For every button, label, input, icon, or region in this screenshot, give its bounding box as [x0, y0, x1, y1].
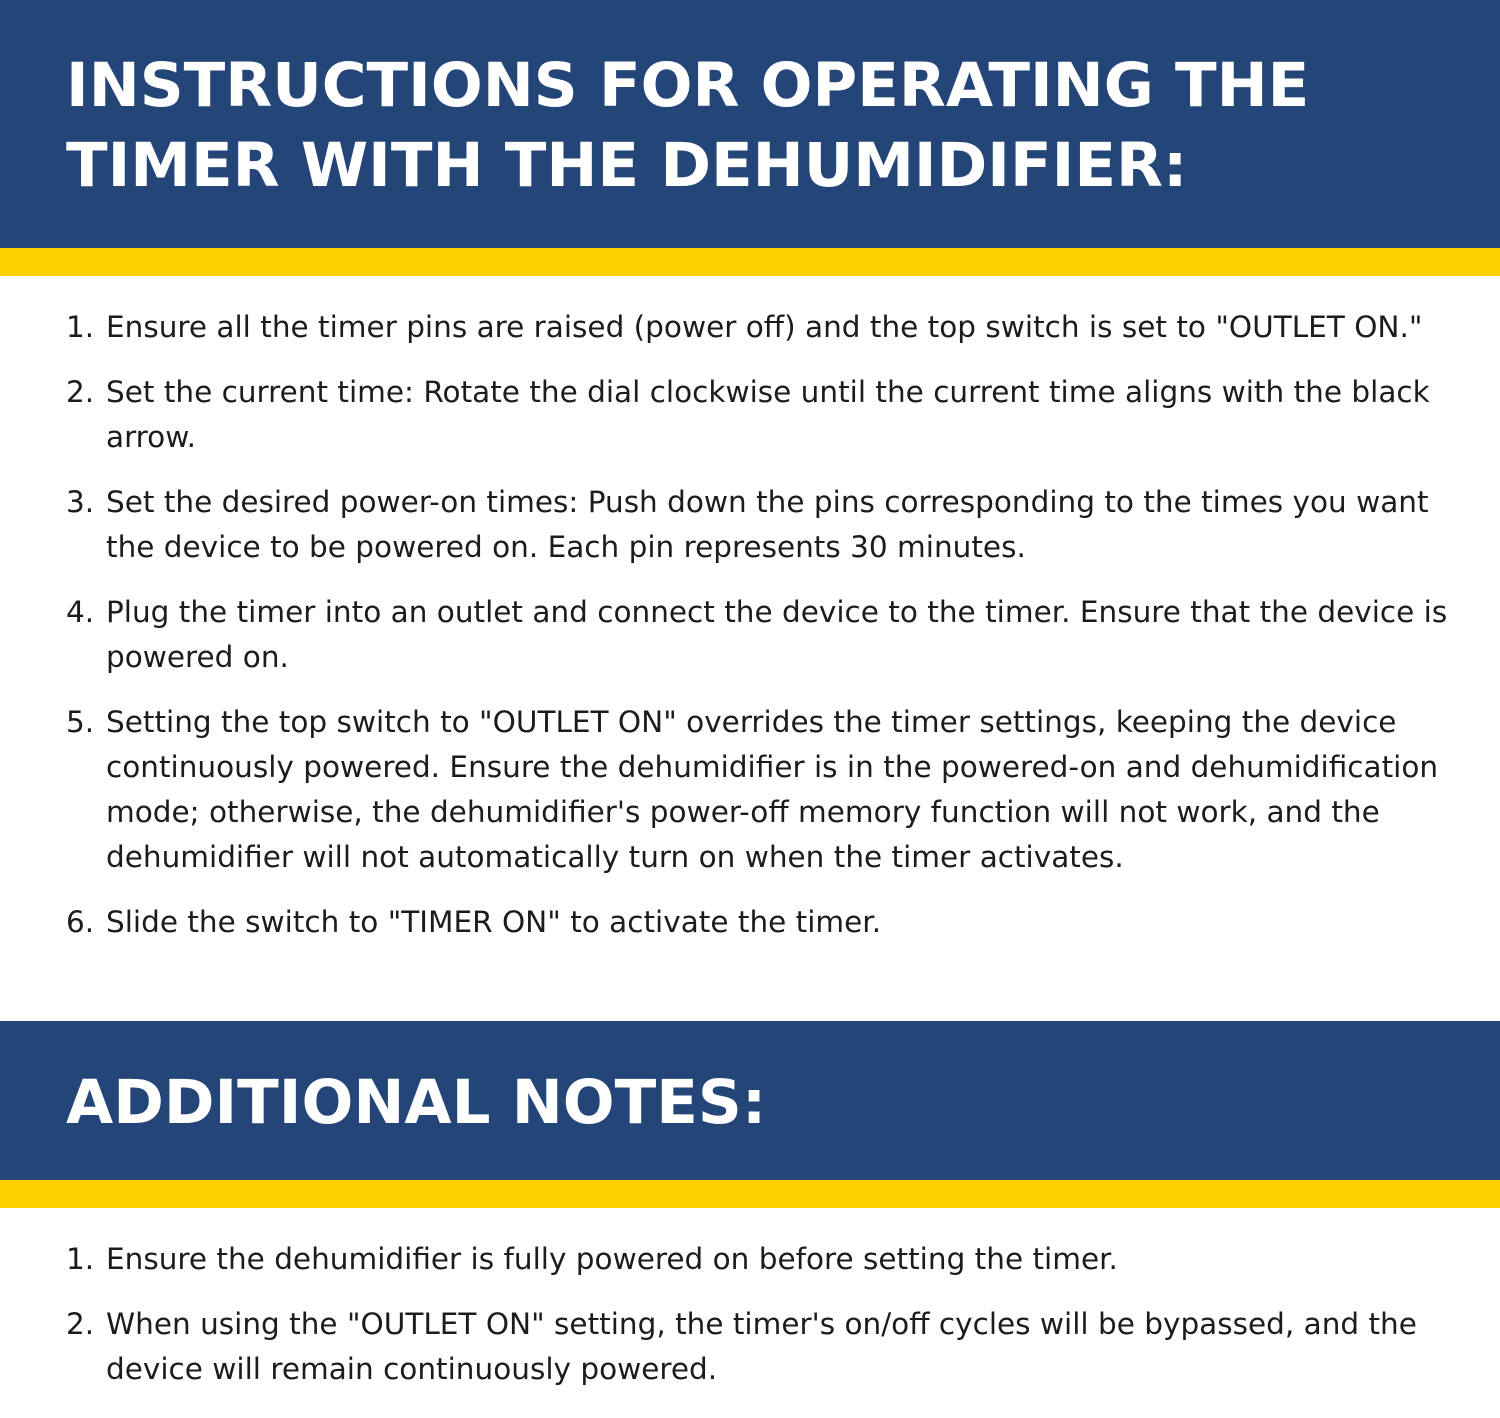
list-item — [66, 370, 1460, 460]
item-number: 5. — [66, 705, 95, 739]
item-text: Slide the switch to "TIMER ON" to activate the timer. — [106, 905, 882, 939]
list-item — [66, 1237, 1460, 1282]
instructions-title-line2: TIMER WITH THE DEHUMIDIFIER: — [66, 130, 1188, 201]
item-text: Setting the top switch to "OUTLET ON" overrides the timer settings, keeping the device continuously powered. Ensure the dehumidifier is in the powered-on and dehumidification mode; otherwise, the dehumidifier's power-off memory function will not work, and the dehumidifier will not automatically turn on when the timer activates. — [106, 705, 1439, 874]
item-text: When using the "OUTLET ON" setting, the timer's on/off cycles will be bypassed, and the device will remain continuously powered. — [106, 1307, 1417, 1386]
item-text: Set the current time: Rotate the dial clockwise until the current time aligns with the black arrow. — [106, 375, 1430, 454]
notes-header — [0, 1021, 1500, 1180]
list-item — [66, 700, 1460, 880]
notes-list — [0, 1208, 1500, 1392]
accent-stripe — [0, 1180, 1500, 1208]
item-number: 4. — [66, 595, 95, 629]
item-text: Ensure the dehumidifier is fully powered on before setting the timer. — [106, 1242, 1118, 1276]
item-text: Set the desired power-on times: Push down the pins corresponding to the times you want the device to be powered on. Each pin represents 30 minutes. — [106, 485, 1429, 564]
list-item — [66, 305, 1460, 350]
list-item — [66, 590, 1460, 680]
list-item — [66, 900, 1460, 945]
instructions-title — [66, 46, 1500, 206]
item-number: 2. — [66, 375, 95, 409]
item-number: 2. — [66, 1307, 95, 1341]
item-number: 3. — [66, 485, 95, 519]
list-item — [66, 1302, 1460, 1392]
list-item — [66, 480, 1460, 570]
accent-stripe — [0, 248, 1500, 276]
item-number: 6. — [66, 905, 95, 939]
item-text: Ensure all the timer pins are raised (power off) and the top switch is set to "OUTLET ON." — [106, 310, 1423, 344]
item-number: 1. — [66, 310, 95, 344]
item-text: Plug the timer into an outlet and connect the device to the timer. Ensure that the device is powered on. — [106, 595, 1448, 674]
notes-title: ADDITIONAL NOTES: — [66, 1067, 767, 1138]
instructions-title-line1: INSTRUCTIONS FOR OPERATING THE — [66, 50, 1310, 121]
instructions-list — [0, 276, 1500, 1021]
instructions-header — [0, 0, 1500, 248]
item-number: 1. — [66, 1242, 95, 1276]
